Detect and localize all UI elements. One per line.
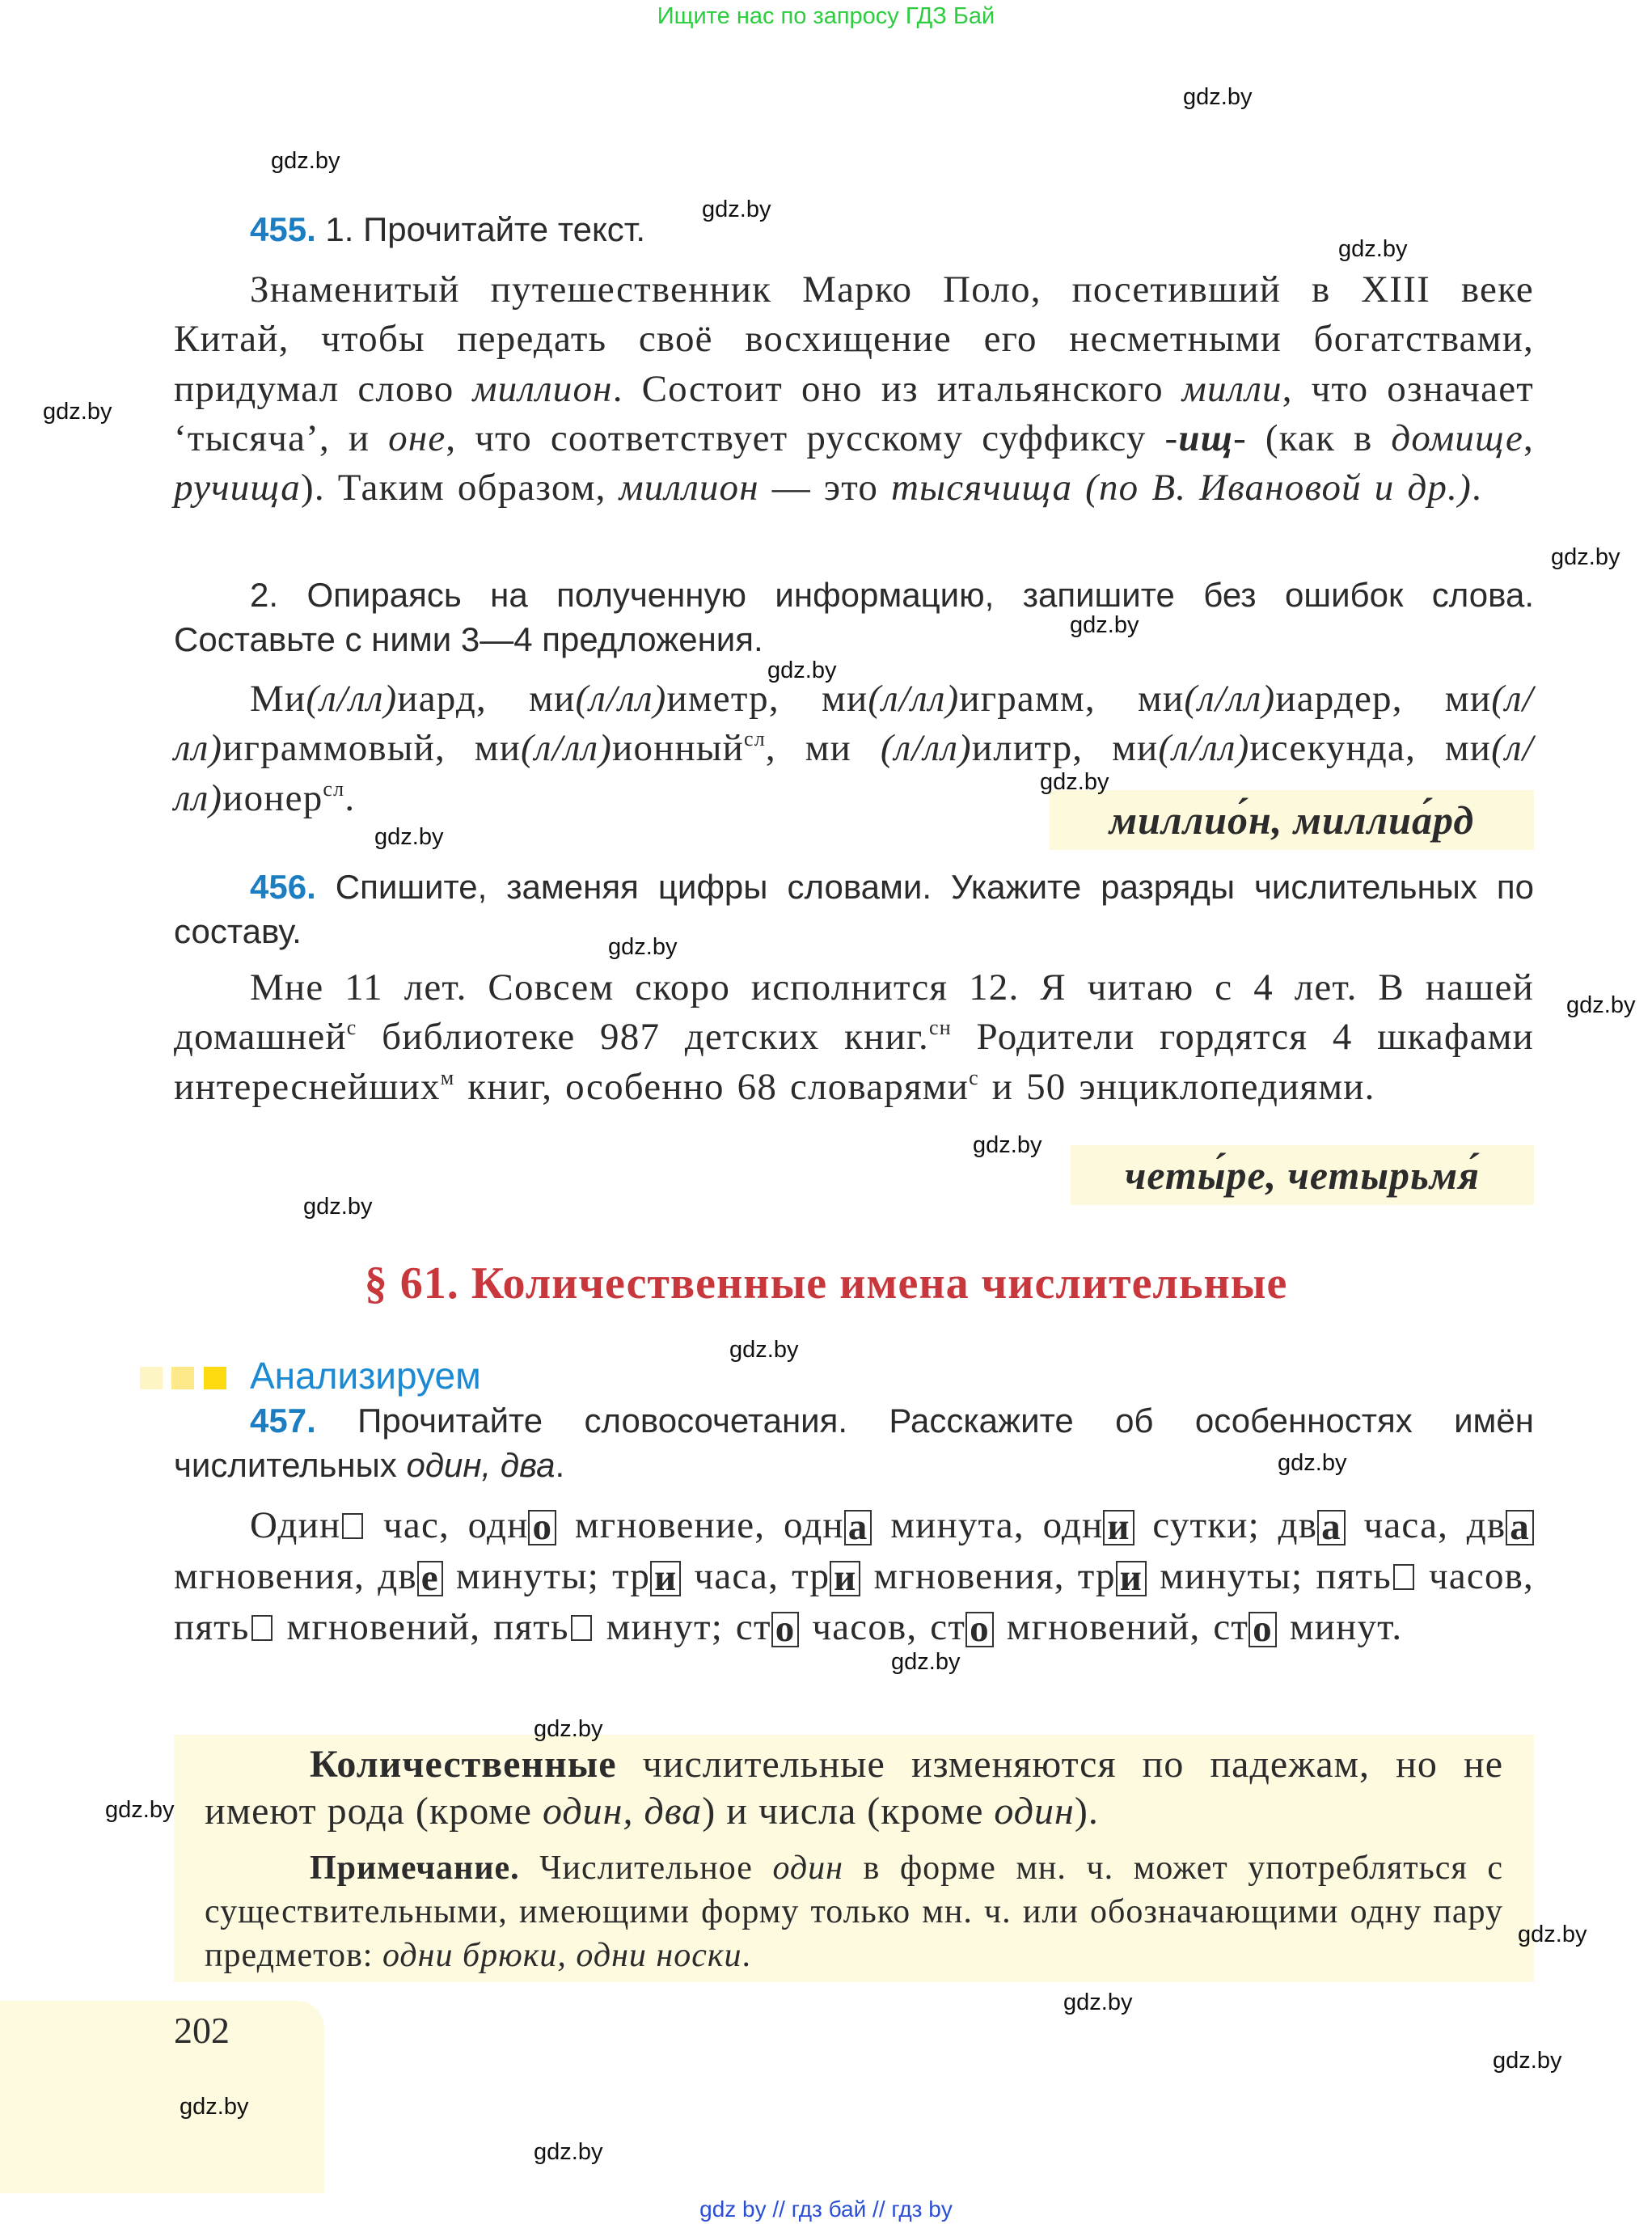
text-run: минуты; тр [442, 1554, 651, 1597]
text-run: - (как в [1233, 416, 1392, 459]
text-run: ионер [222, 776, 323, 819]
text-run: час, одн [365, 1504, 529, 1546]
italic-text: (л/лл) [174, 727, 1534, 819]
watermark: gdz.by [534, 2139, 603, 2165]
text-run: Ми [250, 678, 306, 720]
italic-text: ручища [174, 467, 302, 509]
text-run: минут; ст [593, 1605, 771, 1648]
text-run: Один [250, 1504, 341, 1546]
text-run: — это [758, 467, 892, 509]
text-run: , что означает ‘тысяча’, и [174, 367, 1534, 459]
search-hint-banner: Ищите нас по запросу ГДЗ Бай [657, 3, 995, 29]
text-run: . [741, 1937, 752, 1974]
text-run: в форме мн. ч. может употребляться с существительными, имеющими форму только мн. ч. или обозначающими одну пару предметов: [205, 1850, 1503, 1974]
text-run: минуты; пять [1147, 1554, 1392, 1597]
bold-text: Количественные [310, 1743, 617, 1786]
italic-text: домище [1391, 416, 1524, 459]
watermark: gdz.by [1518, 1922, 1587, 1947]
text-run: часов, пять [174, 1554, 1534, 1648]
watermark: gdz.by [1551, 544, 1620, 570]
text-run: числительные изменяются по падежам, но не имеют рода (кроме [205, 1743, 1503, 1833]
exercise-task: 1. Прочитайте текст. [325, 210, 646, 248]
text-run: часа, тр [681, 1554, 830, 1597]
watermark: gdz.by [180, 2094, 249, 2120]
bold-text: Примечание. [310, 1850, 520, 1887]
empty-ending-box [1393, 1564, 1414, 1590]
watermark: gdz.by [973, 1132, 1042, 1158]
italic-text: (л/лл) [575, 678, 667, 720]
watermark: gdz.by [534, 1716, 603, 1742]
text-run: и 50 энциклопедиями. [978, 1065, 1375, 1108]
boxed-ending: и [650, 1561, 681, 1596]
watermark: gdz.by [608, 934, 678, 960]
section-title: § 61. Количественные имена числительные [364, 1258, 1288, 1309]
watermark: gdz.by [374, 824, 444, 850]
text-run: иметр, ми [666, 678, 868, 720]
watermark: gdz.by [1338, 236, 1408, 262]
text-run: . [344, 776, 356, 819]
exercise-455-task2: 2. Опираясь на полученную информацию, запишите без ошибок слова. Составьте с ними 3—4 предложения. [174, 576, 1534, 658]
watermark: gdz.by [1493, 2048, 1562, 2074]
exercise-457-text [174, 1500, 1534, 1652]
italic-text: (л/лл) [868, 678, 960, 720]
watermark: gdz.by [891, 1649, 961, 1675]
page-number-background [0, 2001, 324, 2193]
text-run: иард, ми [397, 678, 576, 720]
text-run: исекунда, ми [1249, 727, 1492, 770]
superscript-mark: с [346, 1016, 357, 1040]
exercise-456-task [174, 865, 1534, 953]
boxed-ending: а [1317, 1510, 1346, 1545]
watermark: gdz.by [1278, 1450, 1347, 1476]
italic-text: одни брюки, одни носки [382, 1937, 742, 1974]
italic-text: (л/лл) [880, 727, 972, 770]
exercise-task-italic: один, два [406, 1445, 556, 1484]
watermark: gdz.by [1070, 612, 1139, 638]
hint-box-stress: четы́ре, четырьмя́ [1071, 1145, 1534, 1205]
italic-text: милли [1181, 367, 1282, 410]
rule-box [174, 1735, 1534, 1982]
text-run: книг, особенно 68 словарями [454, 1065, 970, 1108]
superscript-mark: сл [743, 727, 766, 751]
text-run: ). Таким образом, [301, 467, 619, 509]
watermark: gdz.by [1566, 992, 1636, 1018]
text-run: играмм, ми [959, 678, 1185, 720]
boxed-ending: о [965, 1612, 994, 1647]
bold-italic-text: ищ [1178, 416, 1234, 459]
exercise-task: Спишите, заменяя цифры словами. Укажите разряды числительных по составу. [174, 868, 1534, 950]
text-run: Знаменитый путешественник Марко Поло, посетивший в XIII веке Китай, чтобы передать своё восхищение его несметными богатствами, придумал слово [174, 268, 1534, 410]
boxed-ending: о [1249, 1612, 1277, 1647]
text-run: часа, дв [1345, 1504, 1506, 1546]
italic-text: один [994, 1790, 1075, 1833]
exercise-number: 455. [250, 210, 316, 248]
italic-text: (л/лл) [306, 678, 398, 720]
watermark: gdz.by [105, 1797, 175, 1823]
italic-text: (л/лл) [1158, 727, 1250, 770]
exercise-number: 456. [250, 868, 316, 906]
italic-text: миллион [472, 367, 613, 410]
watermark: gdz.by [702, 197, 771, 222]
text-run: часов, ст [799, 1605, 966, 1648]
superscript-mark: сл [323, 776, 345, 801]
text-run: , [1523, 416, 1534, 459]
text-run: Мне 11 лет. Совсем скоро исполнится 12. Я читаю с 4 лет. В нашей домашней [174, 966, 1534, 1059]
text-run: ). [1074, 1790, 1099, 1833]
analyze-label: Анализируем [250, 1355, 481, 1397]
text-run: илитр, ми [971, 727, 1159, 770]
rule-note [174, 1846, 1503, 1977]
rule-text [174, 1741, 1503, 1835]
text-run: , ми [765, 727, 881, 770]
boxed-ending: о [528, 1510, 556, 1545]
text-run: мгновения, дв [174, 1554, 417, 1597]
boxed-ending: е [417, 1561, 443, 1596]
exercise-task-end: . [555, 1445, 565, 1484]
exercise-task: Прочитайте словосочетания. Расскажите об особенностях имён числительных [174, 1402, 1534, 1484]
exercise-number: 457. [250, 1402, 316, 1440]
italic-text: один [772, 1850, 843, 1887]
watermark: gdz.by [1063, 1989, 1133, 2015]
hint-box-stress: миллио́н, миллиа́рд [1050, 790, 1534, 850]
exercise-456-text [174, 963, 1534, 1112]
watermark: gdz.by [303, 1194, 373, 1220]
marker-square-icon [204, 1367, 226, 1389]
italic-text: (л/лл) [1184, 678, 1276, 720]
text-run: . Состоит оно из итальянского [612, 367, 1182, 410]
text-run: минут. [1276, 1605, 1403, 1648]
text-run: Числительное [519, 1850, 773, 1887]
superscript-mark: с [969, 1065, 979, 1089]
text-run: играммовый, ми [222, 727, 522, 770]
text-run: мгновение, одн [556, 1504, 844, 1546]
watermark: gdz.by [1040, 769, 1109, 795]
boxed-ending: и [1103, 1510, 1134, 1545]
boxed-ending: о [771, 1612, 800, 1647]
footer-links: gdz by // гдз бай // гдз by [699, 2197, 953, 2222]
empty-ending-box [251, 1615, 273, 1641]
empty-ending-box [571, 1615, 592, 1641]
italic-text: (л/лл) [174, 678, 1534, 770]
superscript-mark: сн [929, 1016, 952, 1040]
italic-text: миллион [619, 467, 759, 509]
text-run: мгновений, пять [273, 1605, 569, 1648]
text-run: минута, одн [872, 1504, 1104, 1546]
boxed-ending: и [830, 1561, 860, 1596]
marker-square-icon [140, 1367, 163, 1389]
exercise-455-text [174, 265, 1534, 513]
italic-text: один, два [542, 1790, 703, 1833]
text-run: ) и числа (кроме [702, 1790, 995, 1833]
text-run: сутки; дв [1134, 1504, 1318, 1546]
boxed-ending: а [844, 1510, 872, 1545]
text-run: ионный [612, 727, 744, 770]
page-number: 202 [174, 2010, 230, 2051]
text-run: , что соответствует русскому суффиксу - [446, 416, 1179, 459]
italic-text: (л/лл) [521, 727, 613, 770]
boxed-ending: а [1506, 1510, 1534, 1545]
text-run: библиотеке 987 детских книг. [357, 1016, 929, 1059]
italic-text: оне [388, 416, 446, 459]
text-run: Родители гордятся 4 шкафами интереснейших [174, 1016, 1534, 1108]
text-run: мгновений, ст [993, 1605, 1249, 1648]
marker-square-icon [171, 1367, 194, 1389]
watermark: gdz.by [729, 1337, 799, 1363]
watermark: gdz.by [1183, 84, 1253, 110]
superscript-mark: м [440, 1065, 455, 1089]
watermark: gdz.by [271, 148, 340, 174]
boxed-ending: и [1116, 1561, 1147, 1596]
text-run: мгновения, тр [860, 1554, 1116, 1597]
text-run: . [1471, 467, 1482, 509]
watermark: gdz.by [767, 657, 837, 683]
empty-ending-box [342, 1513, 363, 1539]
watermark: gdz.by [43, 399, 112, 425]
text-run: иардер, ми [1275, 678, 1492, 720]
italic-text: тысячища (по В. Ивановой и др.) [891, 467, 1472, 509]
